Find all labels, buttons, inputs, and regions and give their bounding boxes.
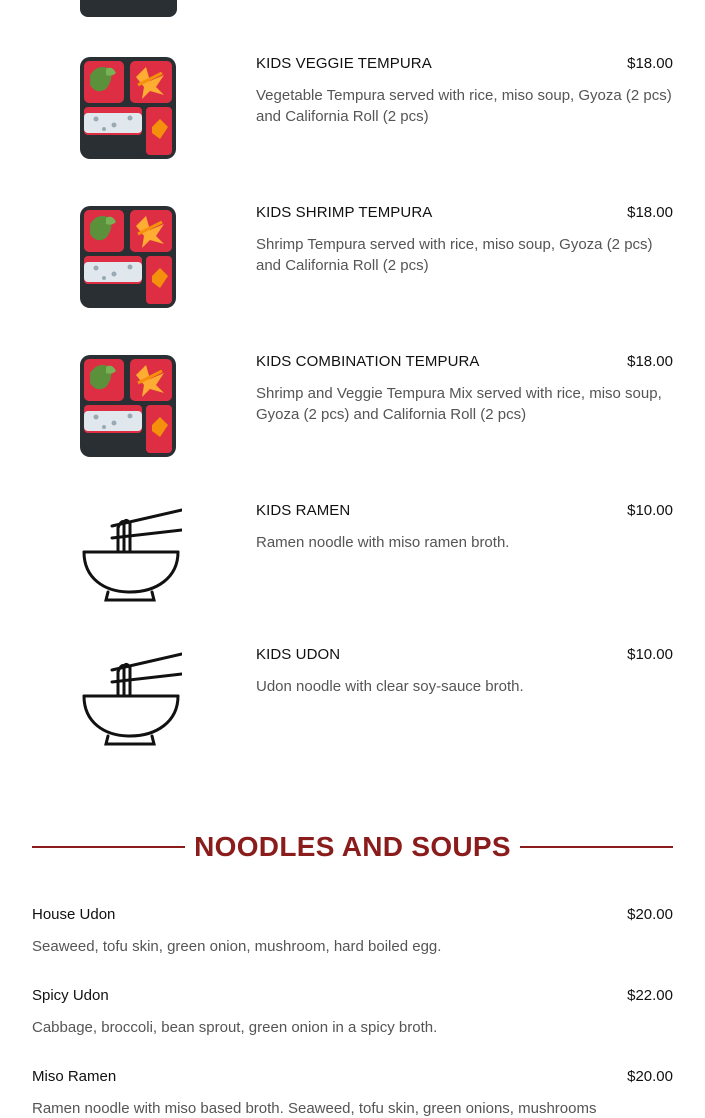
item-price: $18.00 <box>627 353 673 370</box>
item-price: $20.00 <box>627 906 673 923</box>
item-description: Vegetable Tempura served with rice, miso soup, Gyoza (2 pcs) and California Roll (2 pcs) <box>256 87 672 125</box>
section-header <box>32 826 673 868</box>
item-name: KIDS COMBINATION TEMPURA <box>256 353 480 370</box>
item-price: $10.00 <box>627 646 673 663</box>
item-name: Spicy Udon <box>32 987 109 1004</box>
divider <box>520 846 673 848</box>
item-description: Shrimp and Veggie Tempura Mix served with rice, miso soup, Gyoza (2 pcs) and California Roll (2 pcs) <box>256 385 662 423</box>
item-description: Shrimp Tempura served with rice, miso soup, Gyoza (2 pcs) and California Roll (2 pcs) <box>256 236 653 274</box>
bento-box-icon <box>78 204 182 308</box>
noodle-bowl-icon <box>78 648 182 752</box>
item-name: KIDS UDON <box>256 646 341 663</box>
bento-box-icon <box>78 353 182 457</box>
item-description: Udon noodle with clear soy-sauce broth. <box>256 678 524 695</box>
item-description: Ramen noodle with miso ramen broth. <box>256 534 510 551</box>
item-description: Ramen noodle with miso based broth. Seaweed, tofu skin, green onions, mushrooms <box>32 1100 597 1117</box>
bento-box-icon <box>78 55 182 159</box>
item-description: Cabbage, broccoli, bean sprout, green onion in a spicy broth. <box>32 1019 438 1036</box>
item-price: $20.00 <box>627 1068 673 1085</box>
item-name: KIDS SHRIMP TEMPURA <box>256 204 433 221</box>
item-price: $18.00 <box>627 204 673 221</box>
item-name: Miso Ramen <box>32 1068 117 1085</box>
item-name: KIDS VEGGIE TEMPURA <box>256 55 432 72</box>
section-title: NOODLES AND SOUPS <box>194 831 511 862</box>
item-description: Seaweed, tofu skin, green onion, mushroom, hard boiled egg. <box>32 938 442 955</box>
bento-box-icon <box>80 0 177 17</box>
item-price: $22.00 <box>627 987 673 1004</box>
noodle-bowl-icon <box>78 504 182 608</box>
divider <box>32 846 185 848</box>
item-price: $18.00 <box>627 55 673 72</box>
item-name: House Udon <box>32 906 116 923</box>
item-price: $10.00 <box>627 502 673 519</box>
item-name: KIDS RAMEN <box>256 502 351 519</box>
